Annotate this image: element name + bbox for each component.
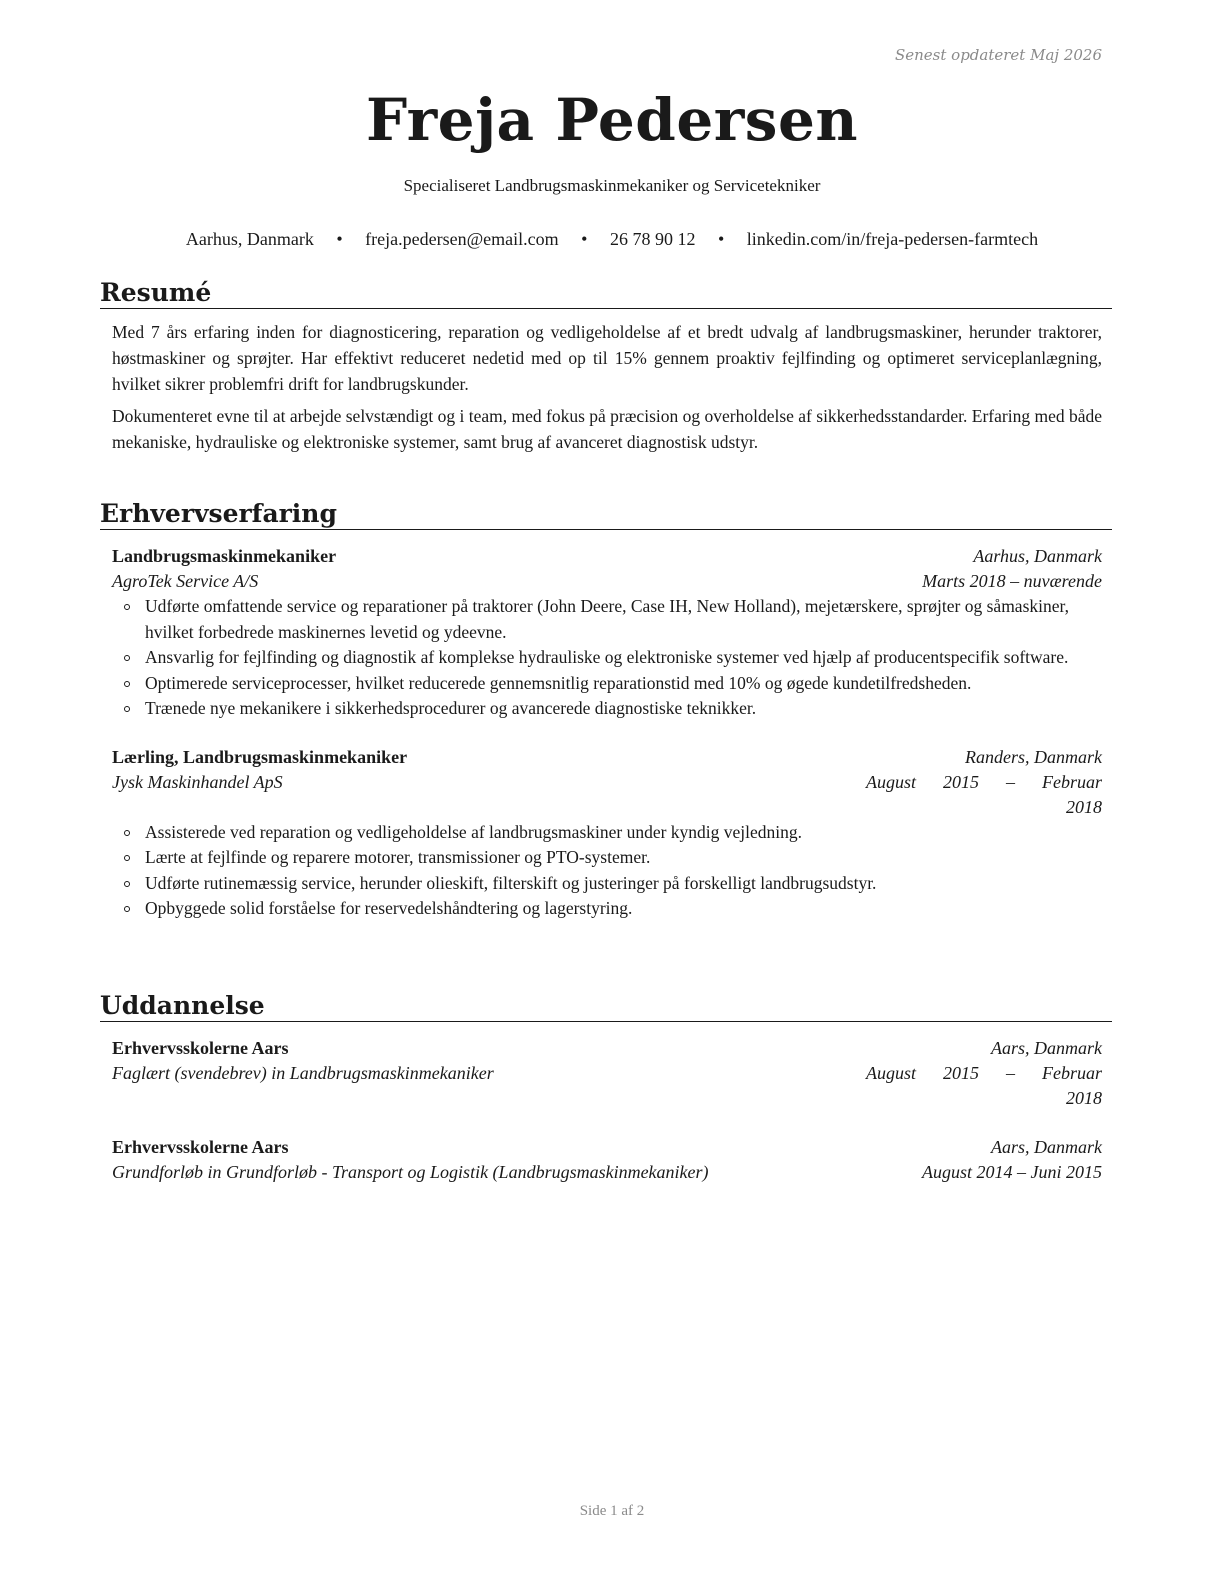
section-title-summary: Resumé (100, 278, 1112, 309)
job-company: AgroTek Service A/S (112, 571, 259, 591)
job-entry (112, 544, 1102, 722)
job-period (866, 770, 1102, 795)
list-item: Ansvarlig for fejlfinding og diagnostik af komplekse hydrauliske og elektroniske systemer ved hjælp af producentspecifik software. (112, 645, 1102, 671)
list-item: Opbyggede solid forståelse for reservedelshåndtering og lagerstyring. (112, 896, 1102, 922)
job-period: Marts 2018 – nuværende (922, 571, 1102, 591)
education-school: Erhvervsskolerne Aars (112, 1137, 289, 1157)
experience-section (100, 499, 1112, 922)
education-degree: Faglært (svendebrev) in Landbrugsmaskinmekaniker (112, 1063, 494, 1083)
section-title-education: Uddannelse (100, 991, 1112, 1022)
section-title-experience: Erhvervserfaring (100, 499, 1112, 530)
job-bullets (112, 820, 1102, 922)
contact-phone: 26 78 90 12 (609, 229, 696, 249)
education-entry (112, 1036, 1102, 1111)
last-updated: Senest opdateret Maj 2026 (894, 46, 1102, 64)
contact-email[interactable]: freja.pedersen@email.com (365, 229, 559, 249)
list-item: Udførte rutinemæssig service, herunder olieskift, filterskift og justeringer på forskelligt landbrugsudstyr. (112, 871, 1102, 897)
contact-separator: • (581, 229, 588, 249)
list-item: Lærte at fejlfinde og reparere motorer, transmissioner og PTO-systemer. (112, 845, 1102, 871)
education-entry (112, 1135, 1102, 1185)
job-bullets (112, 594, 1102, 722)
list-item: Udførte omfattende service og reparationer på traktorer (John Deere, Case IH, New Holland), mejetærskere, sprøjter og såmaskiner, hvilket forbedrede maskinernes levetid og ydeevne. (112, 594, 1102, 645)
job-entry (112, 745, 1102, 922)
job-location: Randers, Danmark (965, 746, 1102, 767)
contact-line (0, 229, 1224, 250)
education-period-line: 2018 (1066, 1088, 1102, 1108)
list-item: Optimerede serviceprocesser, hvilket reducerede gennemsnitlig reparationstid med 10% og øgede kundetilfredsheden. (112, 671, 1102, 697)
education-period: August 2014 – Juni 2015 (922, 1162, 1102, 1182)
contact-separator: • (717, 229, 725, 249)
education-section (100, 991, 1112, 1185)
job-role: Landbrugsmaskinmekaniker (112, 546, 337, 566)
education-period-line: August 2015 – Februar (866, 1063, 1102, 1083)
education-location: Aars, Danmark (991, 1038, 1102, 1058)
job-period-line: 2018 (1066, 796, 1102, 817)
candidate-subtitle: Specialiseret Landbrugsmaskinmekaniker og Servicetekniker (403, 176, 821, 195)
job-company: Jysk Maskinhandel ApS (112, 771, 283, 792)
candidate-name: Freja Pedersen (365, 86, 859, 154)
contact-linkedin[interactable]: linkedin.com/in/freja-pedersen-farmtech (746, 229, 1039, 249)
education-school: Erhvervsskolerne Aars (112, 1038, 289, 1058)
education-period (866, 1061, 1102, 1086)
summary-section (100, 278, 1112, 455)
job-period-line: August 2015 – Februar (866, 771, 1102, 792)
job-role: Lærling, Landbrugsmaskinmekaniker (112, 746, 408, 767)
job-location: Aarhus, Danmark (973, 546, 1102, 566)
education-degree: Grundforløb in Grundforløb - Transport og Logistik (Landbrugsmaskinmekaniker) (112, 1162, 709, 1182)
education-location: Aars, Danmark (991, 1137, 1102, 1157)
summary-paragraph: Med 7 års erfaring inden for diagnosticering, reparation og vedligeholdelse af et bredt udvalg af landbrugsmaskiner, herunder traktorer, høstmaskiner og sprøjter. Har effektivt reduceret nedetid med op til 15% gennem proaktiv fejlfinding og optimeret serviceplanlægning, hvilket sikrer problemfri drift for landbrugskunder. (112, 322, 1102, 394)
page-number: Side 1 af 2 (579, 1503, 645, 1519)
summary-paragraph: Dokumenteret evne til at arbejde selvstændigt og i team, med fokus på præcision og overholdelse af sikkerhedsstandarder. Erfaring med både mekaniske, hydrauliske og elektroniske systemer, samt brug af avanceret diagnostisk udstyr. (112, 406, 1102, 452)
list-item: Assisterede ved reparation og vedligeholdelse af landbrugsmaskiner under kyndig vejledning. (112, 820, 1102, 846)
contact-separator: • (336, 229, 343, 249)
contact-location: Aarhus, Danmark (185, 229, 314, 249)
list-item: Trænede nye mekanikere i sikkerhedsprocedurer og avancerede diagnostiske teknikker. (112, 696, 1102, 722)
